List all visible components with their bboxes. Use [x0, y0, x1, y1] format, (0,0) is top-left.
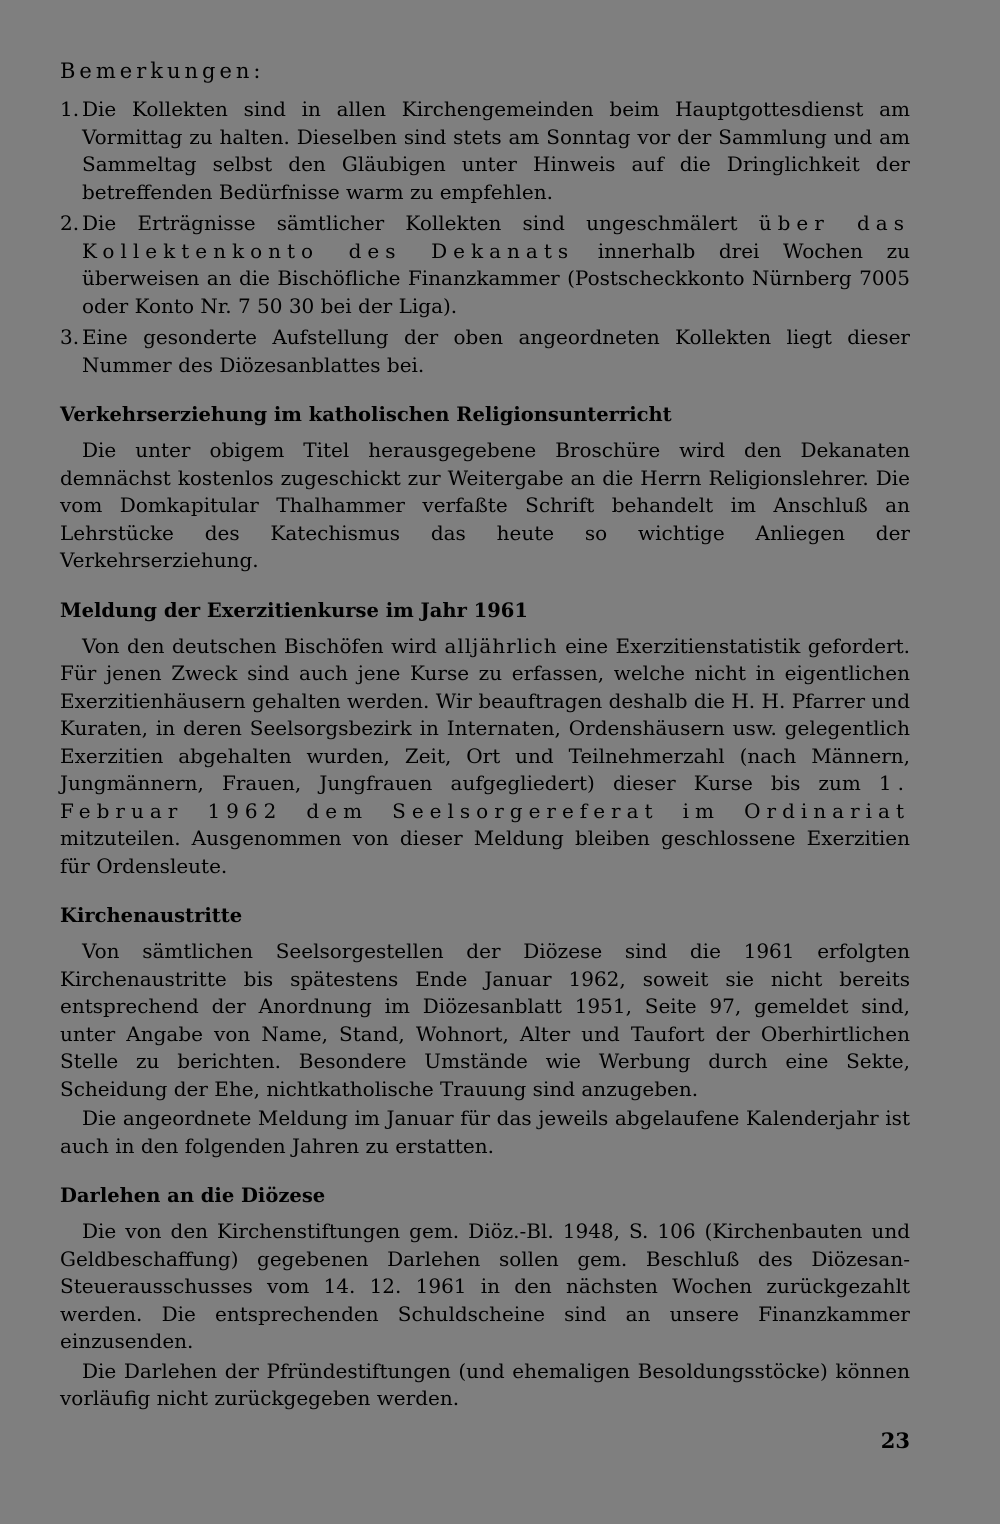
remark-text: [82, 210, 910, 320]
remark-number: 1.: [60, 97, 80, 121]
section-paragraph: Die angeordnete Meldung im Januar für das jeweils abgelaufene Kalenderjahr ist auch in den folgenden Jahren zu erstatten.: [60, 1106, 910, 1158]
remark-number: 2.: [60, 211, 80, 235]
section-paragraph: [60, 633, 910, 881]
remark-text-part: innerhalb drei Wochen zu überweisen an die Bischöfliche Finanzkammer (Postscheckkonto Nürnberg 7005 oder Konto Nr. 7 50 30 bei der Liga).: [82, 238, 911, 318]
remark-text-part: Die Erträgnisse sämtlicher Kollekten sind ungeschmälert: [82, 211, 738, 235]
section-title-loans: Darlehen an die Diözese: [60, 1184, 326, 1207]
section-paragraph: Die von den Kirchenstiftungen gem. Diöz.-Bl. 1948, S. 106 (Kirchenbauten und Geldbeschaffung) gegebenen Darlehen sollen gem. Beschluß des Diözesan-Steuerausschusses vom 14. 12. 1961 in den nächsten Wochen zurückgezahlt werden. Die entsprechenden Schuldscheine sind an unsere Finanzkammer einzusenden.: [60, 1219, 910, 1353]
remark-item-2: [60, 210, 910, 320]
section-paragraph: Von sämtlichen Seelsorgestellen der Diözese sind die 1961 erfolgten Kirchenaustritte bis spätestens Ende Januar 1962, soweit sie nicht bereits entsprechend der Anordnung im Diözesanblatt 1951, Seite 97, gemeldet sind, unter Angabe von Name, Stand, Wohnort, Alter und Taufort der Oberhirtlichen Stelle zu berichten. Besondere Umstände wie Werbung durch eine Sekte, Scheidung der Ehe, nichtkatholische Trauung sind anzugeben.: [60, 939, 910, 1101]
page-number: 23: [880, 1428, 910, 1453]
section-title-retreats: Meldung der Exerzitienkurse im Jahr 1961: [60, 598, 528, 622]
paragraph-part: Von den deutschen Bischöfen wird: [82, 633, 437, 658]
remark-text: Eine gesonderte Aufstellung der oben angeordneten Kollekten liegt dieser Nummer des Diözesanblattes bei.: [82, 325, 910, 377]
section-title-resignations: Kirchenaustritte: [60, 904, 243, 927]
paragraph-part: mitzuteilen. Ausgenommen von dieser Meldung bleiben geschlossene Exerzitien für Ordensleute.: [60, 826, 910, 878]
spaced-emphasis: alljährlich: [444, 633, 558, 658]
remarks-heading: Bemerkungen:: [60, 59, 265, 83]
remark-item-1: [60, 96, 910, 206]
section-title-traffic: Verkehrserziehung im katholischen Religionsunterricht: [60, 403, 672, 426]
remark-number: 3.: [60, 325, 80, 349]
section-paragraph: Die unter obigem Titel herausgegebene Broschüre wird den Dekanaten demnächst kostenlos zugeschickt zur Weitergabe an die Herrn Religionslehrer. Die vom Domkapitular Thalhammer verfaßte Schrift behandelt im Anschluß an Lehrstücke des Katechismus das heute so wichtige Anliegen der Verkehrserziehung.: [60, 438, 910, 572]
spaced-emphasis: über das Kollektenkonto des Dekanats: [82, 211, 910, 263]
spaced-emphasis: 1. Februar 1962 dem Seelsorgereferat im Ordinariat: [60, 771, 910, 823]
paragraph-part: eine Exerzitienstatistik gefordert. Für jenen Zweck sind auch jene Kurse zu erfassen, welche nicht in eigentlichen Exerzitienhäusern gehalten werden. Wir beauftragen deshalb die H. H. Pfarrer und Kuraten, in deren Seelsorgsbezirk in Internaten, Ordenshäusern usw. gelegentlich Exerzitien abgehalten wurden, Zeit, Ort und Teilnehmerzahl (nach Männern, Jungmännern, Frauen, Jungfrauen aufgegliedert) dieser Kurse bis zum: [60, 633, 911, 795]
remark-text: Die Kollekten sind in allen Kirchengemeinden beim Hauptgottesdienst am Vormittag zu halten. Dieselben sind stets am Sonntag vor der Sammlung und am Sammeltag selbst den Gläubigen unter Hinweis auf die Dringlichkeit der betreffenden Bedürfnisse warm zu empfehlen.: [82, 97, 910, 204]
section-paragraph: Die Darlehen der Pfründestiftungen (und ehemaligen Besoldungsstöcke) können vorläufig nicht zurückgegeben werden.: [60, 1358, 910, 1410]
remark-item-3: [60, 324, 910, 379]
